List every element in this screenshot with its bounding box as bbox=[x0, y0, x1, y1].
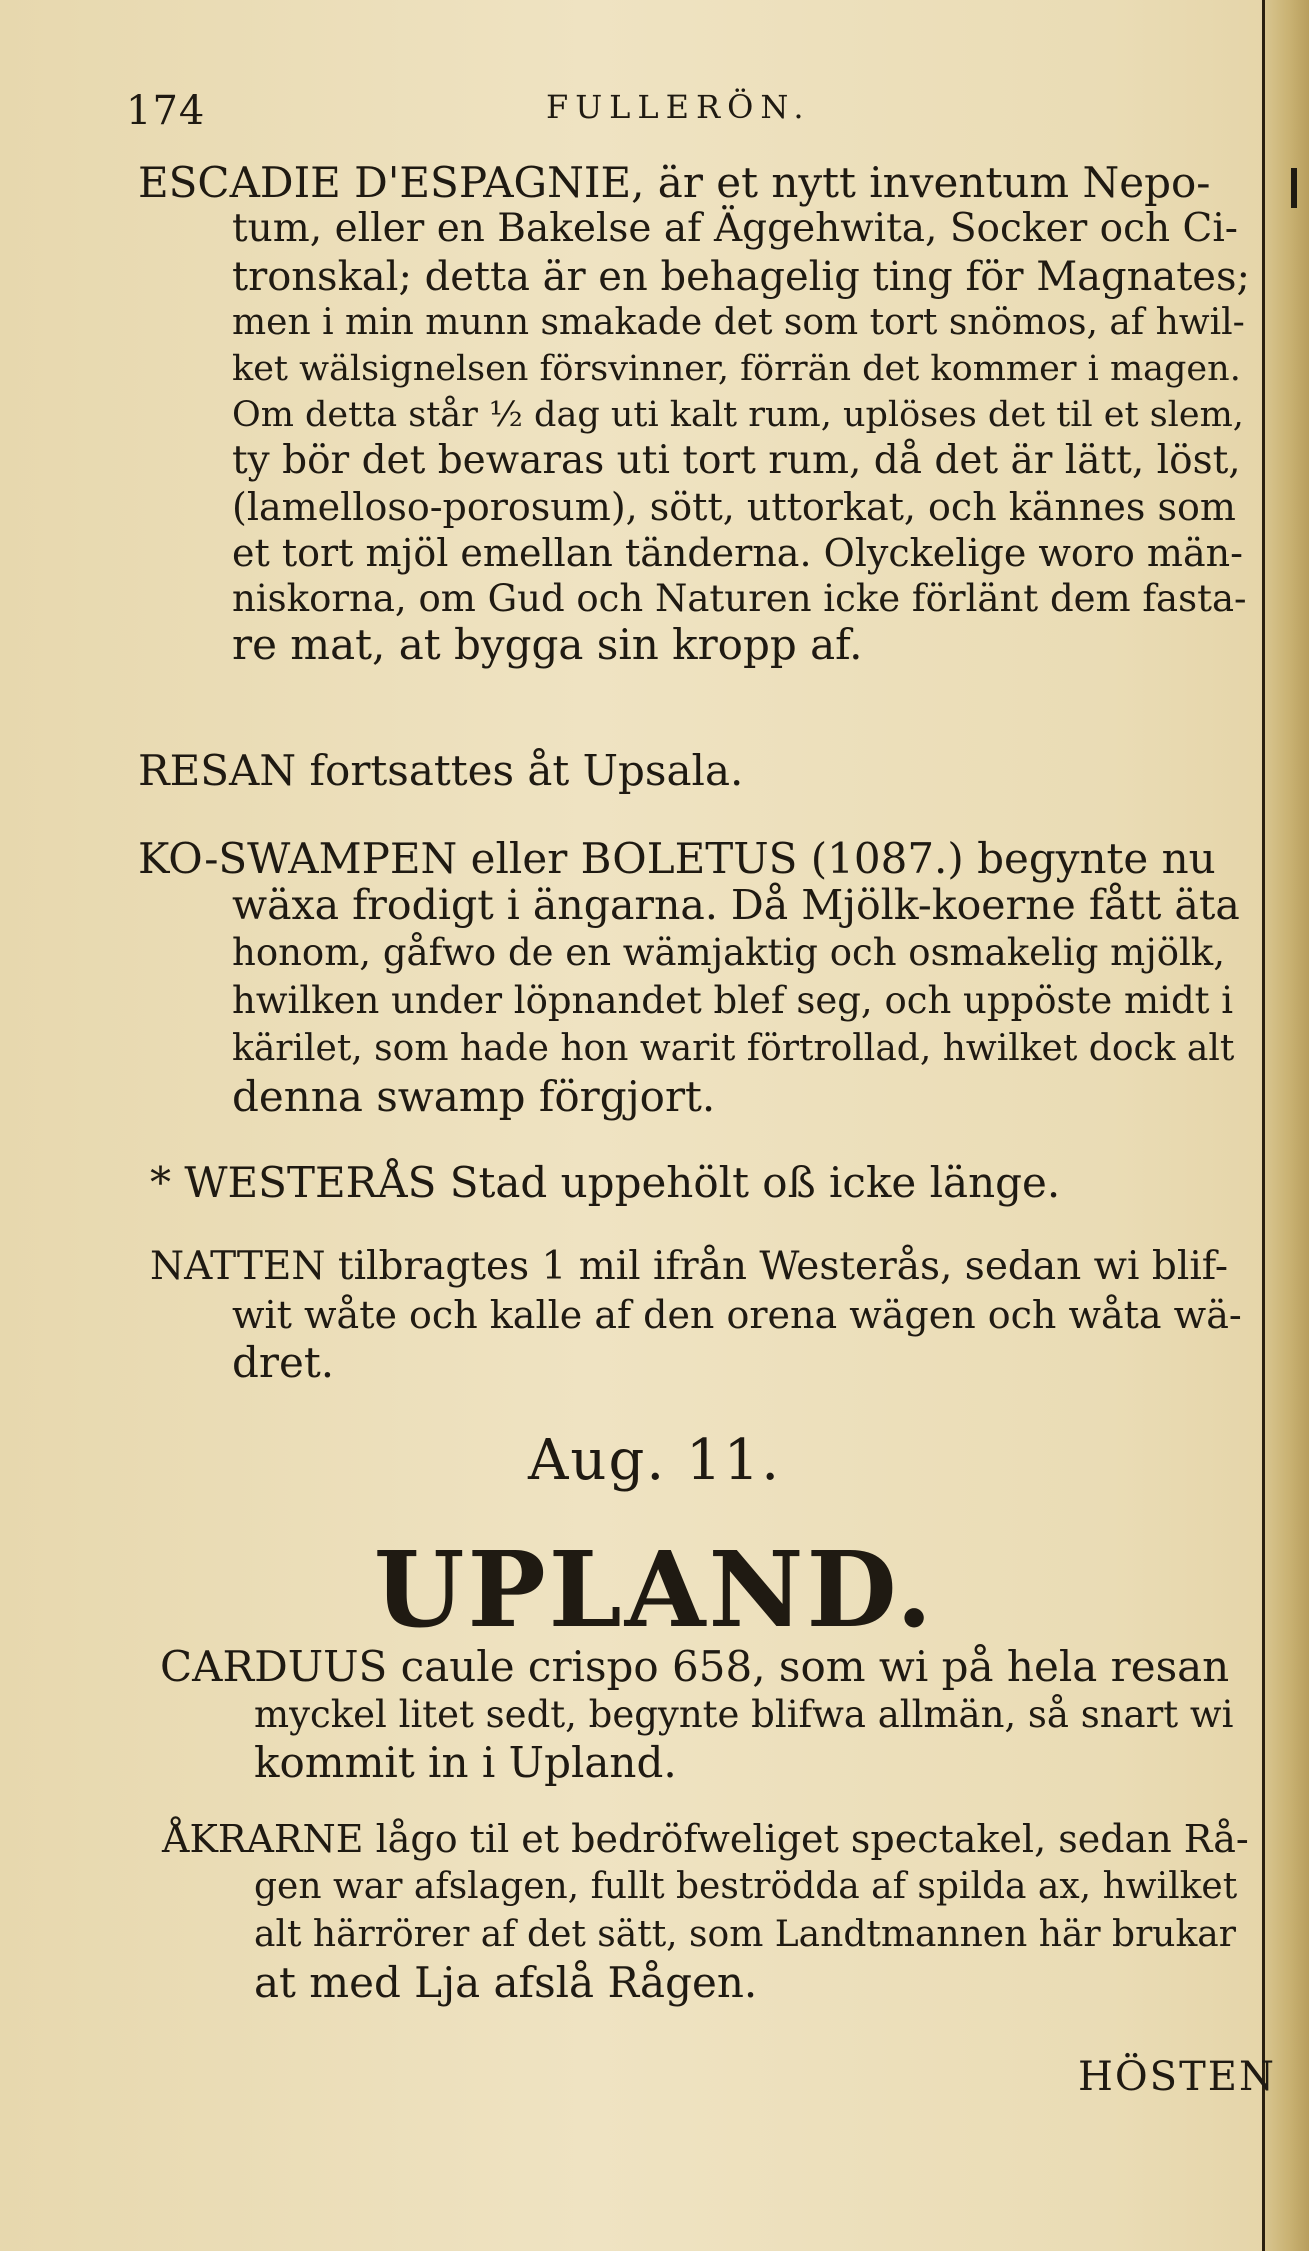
entry-line: kommit in i Upland. bbox=[254, 1738, 677, 1787]
entry-line: tronskal; detta är en behagelig ting för Magnates; bbox=[232, 254, 1250, 300]
entry-line: denna swamp förgjort. bbox=[232, 1072, 716, 1121]
entry-line: ÅKRARNE lågo til et bedröfweliget spectakel, sedan Rå- bbox=[162, 1817, 1249, 1861]
entry-line: honom, gåfwo de en wämjaktig och osmakelig mjölk, bbox=[232, 931, 1225, 974]
entry-line: Om detta står ½ dag uti kalt rum, uplöses det til et slem, bbox=[232, 395, 1244, 435]
entry-line: (lamelloso-porosum), sött, uttorkat, och kännes som bbox=[232, 485, 1236, 529]
entry-line: re mat, at bygga sin kropp af. bbox=[232, 620, 863, 669]
entry-line: myckel litet sedt, begynte blifwa allmän, så snart wi bbox=[254, 1693, 1234, 1736]
edge-mark bbox=[1291, 168, 1297, 208]
entry-line: KO-SWAMPEN eller BOLETUS (1087.) begynte nu bbox=[138, 834, 1216, 883]
entry-line: gen war afslagen, fullt beströdda af spilda ax, hwilket bbox=[254, 1866, 1238, 1907]
catchword: HÖSTEN bbox=[1078, 2054, 1276, 2100]
date-heading: Aug. 11. bbox=[527, 1428, 781, 1493]
entry-line: ket wälsignelsen försvinner, förrän det kommer i magen. bbox=[232, 349, 1241, 389]
entry-line: et tort mjöl emellan tänderna. Olyckelige woro män- bbox=[232, 531, 1243, 575]
entry-line: kärilet, som hade hon warit förtrollad, hwilket dock alt bbox=[232, 1028, 1235, 1069]
entry-line: CARDUUS caule crispo 658, som wi på hela resan bbox=[160, 1642, 1230, 1691]
entry-line: niskorna, om Gud och Naturen icke förlänt dem fasta- bbox=[232, 577, 1247, 620]
entry-line: ty bör det bewaras uti tort rum, då det är lätt, löst, bbox=[232, 438, 1241, 483]
page-header bbox=[126, 80, 1251, 140]
page-edge bbox=[1262, 0, 1309, 2251]
entry-line: * WESTERÅS Stad uppehölt oß icke länge. bbox=[150, 1158, 1061, 1207]
entry-line: RESAN fortsattes åt Upsala. bbox=[138, 746, 744, 795]
entry-line: NATTEN tilbragtes 1 mil ifrån Westerås, sedan wi blif- bbox=[150, 1244, 1229, 1289]
page-number: 174 bbox=[126, 88, 206, 134]
entry-line: ESCADIE D'ESPAGNIE, är et nytt inventum Nepo- bbox=[138, 158, 1211, 207]
entry-line: wit wåte och kalle af den orena wägen och wåta wä- bbox=[232, 1293, 1242, 1337]
entry-line: alt härrörer af det sätt, som Landtmannen här brukar bbox=[254, 1914, 1236, 1955]
entry-line: wäxa frodigt i ängarna. Då Mjölk-koerne fått äta bbox=[232, 881, 1240, 929]
region-heading: UPLAND. bbox=[373, 1528, 936, 1651]
running-head: FULLERÖN. bbox=[546, 88, 811, 126]
entry-line: dret. bbox=[232, 1338, 335, 1387]
entry-line: men i min munn smakade det som tort snömos, af hwil- bbox=[232, 302, 1245, 343]
entry-line: at med Lja afslå Rågen. bbox=[254, 1958, 758, 2007]
entry-line: tum, eller en Bakelse af Äggehwita, Socker och Ci- bbox=[232, 206, 1238, 251]
entry-line: hwilken under löpnandet blef seg, och uppöste midt i bbox=[232, 979, 1234, 1022]
